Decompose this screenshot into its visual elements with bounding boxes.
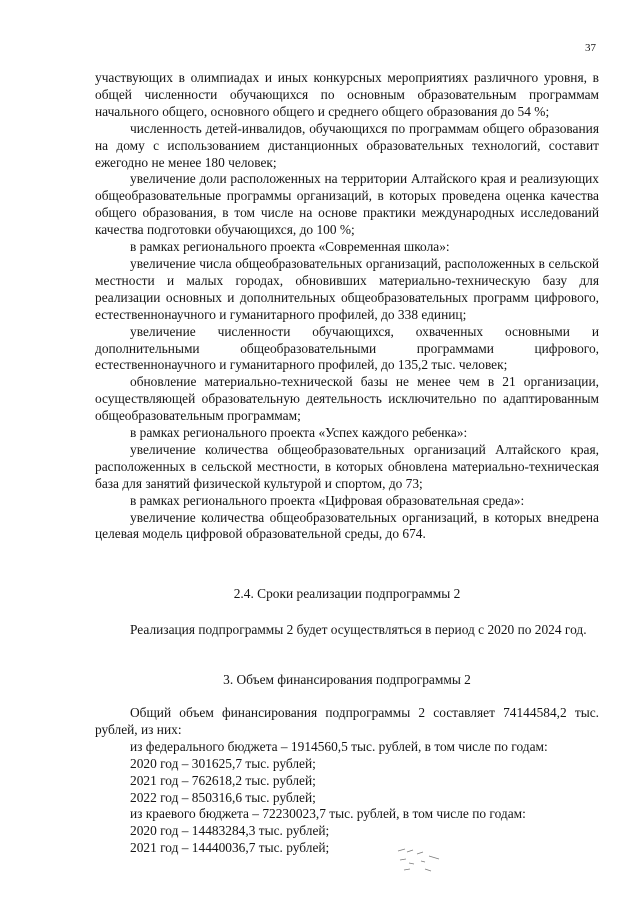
paragraph-project-digital: в рамках регионального проекта «Цифровая образовательная среда»:	[130, 492, 525, 508]
paragraph-period: Реализация подпрограммы 2 будет осуществляться в период с 2020 по 2024 год.	[130, 622, 587, 637]
section-results-list	[95, 70, 599, 543]
section-period	[95, 622, 599, 639]
paragraph-olympiads: участвующих в олимпиадах и иных конкурсных мероприятиях различного уровня, в общей численности обучающихся по основным образовательным программам начального общего, основного общего и среднего общего образования до 54 %;	[95, 70, 599, 119]
paragraph-project-success: в рамках регионального проекта «Успех каждого ребенка»:	[130, 425, 468, 441]
heading-implementation-period: 2.4. Сроки реализации подпрограммы 2	[233, 586, 461, 601]
section-financing	[95, 705, 599, 857]
page-number: 37	[585, 42, 596, 54]
paragraph-financing-total: Общий объем финансирования подпрограммы 2 составляет 74144584,2 тыс. рублей, из них:	[95, 705, 599, 737]
financing-regional-2020: 2020 год – 14483284,3 тыс. рублей;	[130, 823, 330, 839]
financing-regional-line: из краевого бюджета – 72230023,7 тыс. рублей, в том числе по годам:	[130, 806, 526, 822]
financing-federal-2021: 2021 год – 762618,2 тыс. рублей;	[130, 772, 316, 788]
paragraph-digital-model: увеличение количества общеобразовательных организаций, в которых внедрена целевая модель цифровой образовательной среды, до 674.	[95, 509, 599, 542]
paragraph-adapted-programs: обновление материально-технической базы не менее чем в 21 организации, осуществляющей образовательную деятельность исключительно по адаптированным общеобразовательным программам;	[95, 374, 599, 424]
financing-federal-line: из федерального бюджета – 1914560,5 тыс. рублей, в том числе по годам:	[130, 738, 548, 754]
financing-federal-2022: 2022 год – 850316,6 тыс. рублей;	[130, 789, 316, 805]
handwritten-mark	[395, 842, 445, 876]
paragraph-sports-base: увеличение количества общеобразовательных организаций Алтайского края, расположенных в сельской местности, в которых обновлена материально-техническая база для занятий физической культурой и спортом, до 73;	[95, 441, 599, 491]
paragraph-project-modern-school: в рамках регионального проекта «Современная школа»:	[130, 239, 450, 255]
heading-financing: 3. Объем финансирования подпрограммы 2	[223, 672, 471, 687]
paragraph-disabled-children: численность детей-инвалидов, обучающихся по программам общего образования на дому с использованием дистанционных образовательных технологий, составит ежегодно не менее 180 человек;	[95, 120, 599, 170]
paragraph-quality-assessment: увеличение доли расположенных на территории Алтайского края и реализующих общеобразовательные программы организаций, в которых проведена оценка качества общего образования, в том числе на основе практики международных исследований качества подготовки обучающихся, до 100 %;	[95, 171, 599, 238]
financing-regional-2021: 2021 год – 14440036,7 тыс. рублей;	[130, 840, 330, 856]
paragraph-students-coverage: увеличение численности обучающихся, охваченных основными и дополнительными общеобразовательными программами цифрового, естественнонаучного и гуманитарного профилей, до 135,2 тыс. человек;	[95, 323, 599, 373]
financing-federal-2020: 2020 год – 301625,7 тыс. рублей;	[130, 755, 316, 771]
paragraph-rural-organizations: увеличение числа общеобразовательных организаций, расположенных в сельской местности и малых городах, обновивших материально-техническую базу для реализации основных и дополнительных общеобразовательных программ цифрового, естественнонаучного и гуманитарного профилей, до 338 единиц;	[95, 255, 599, 322]
